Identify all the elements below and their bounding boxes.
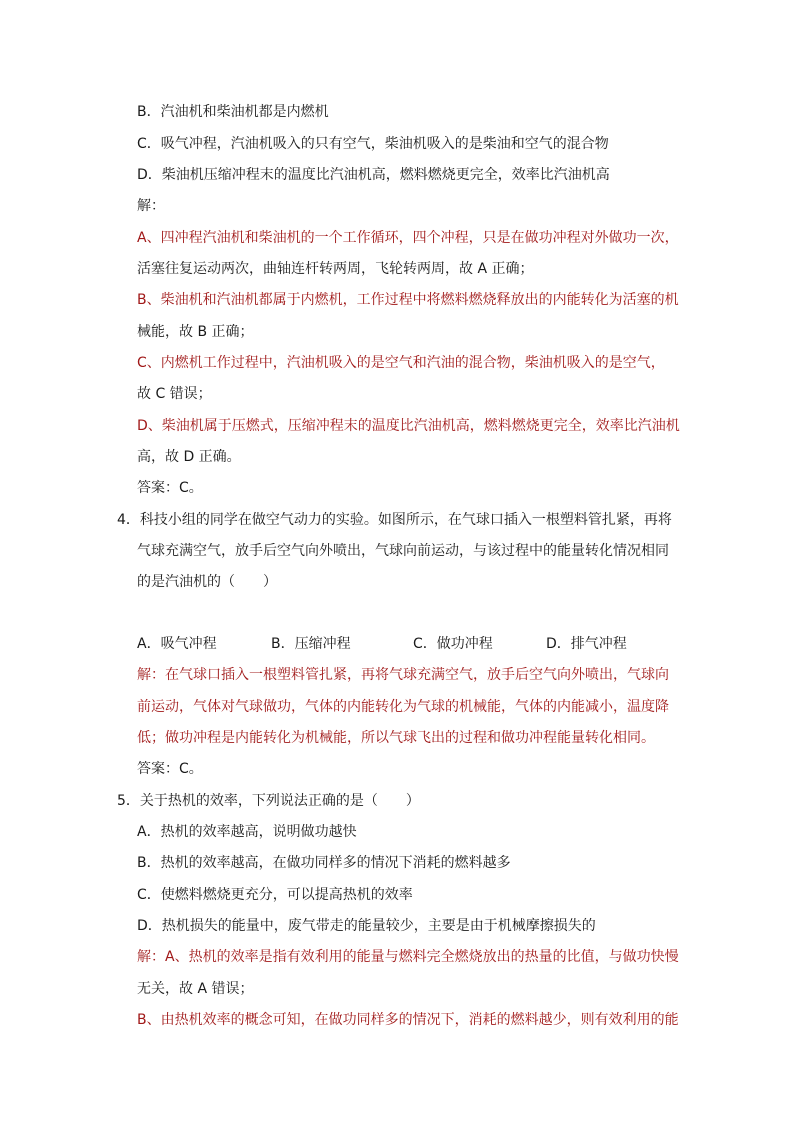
q5-option-d: D．热机损失的能量中，废气带走的能量较少，主要是由于机械摩擦损失的 [137,918,596,934]
q3-solution-line: 故 C 错误； [137,386,212,402]
q3-option-b: B．汽油机和柴油机都是内燃机 [137,104,329,120]
q4-option-c: C．做功冲程 [413,636,493,652]
q3-solution-line: 活塞往复运动两次，曲轴连杆转两周，飞轮转两周，故 A 正确； [137,261,534,277]
q3-solution-line: D、柴油机属于压燃式，压缩冲程末的温度比汽油机高，燃料燃烧更完全，效率比汽油机 [137,418,680,434]
q4-option-b: B．压缩冲程 [271,636,351,652]
q5-option-c: C．使燃料燃烧更充分，可以提高热机的效率 [137,887,413,903]
q5-stem: 5．关于热机的效率，下列说法正确的是（ ） [117,793,420,809]
q3-solution-line: C、内燃机工作过程中，汽油机吸入的是空气和汽油的混合物，柴油机吸入的是空气， [137,355,665,371]
q4-option-a: A．吸气冲程 [137,636,217,652]
q4-option-d: D．排气冲程 [546,636,627,652]
q4-stem-line: 4．科技小组的同学在做空气动力的实验。如图所示，在气球口插入一根塑料管扎紧，再将 [117,512,672,528]
q4-solution-line: 解：在气球口插入一根塑料管扎紧，再将气球充满空气，放手后空气向外喷出，气球向 [137,667,669,683]
q5-solution-line: 解：A、热机的效率是指有效利用的能量与燃料完全燃烧放出的热量的比值，与做功快慢 [137,949,679,965]
q3-option-d: D．柴油机压缩冲程末的温度比汽油机高，燃料燃烧更完全，效率比汽油机高 [137,167,610,183]
q3-solution-line: 高，故 D 正确。 [137,449,241,465]
q3-solution-label: 解： [137,198,165,214]
q5-solution-line: 无关，故 A 错误； [137,981,254,997]
q3-solution-line: A、四冲程汽油机和柴油机的一个工作循环，四个冲程，只是在做功冲程对外做功一次， [137,230,679,246]
q3-option-c: C．吸气冲程，汽油机吸入的只有空气，柴油机吸入的是柴油和空气的混合物 [137,136,609,152]
q3-solution-line: 械能，故 B 正确； [137,324,254,340]
q5-option-a: A．热机的效率越高，说明做功越快 [137,824,357,840]
q4-answer: 答案：C。 [137,761,203,777]
q4-stem-line: 气球充满空气，放手后空气向外喷出，气球向前运动，与该过程中的能量转化情况相同 [137,543,669,559]
q3-solution-line: B、柴油机和汽油机都属于内燃机，工作过程中将燃料燃烧释放出的内能转化为活塞的机 [137,292,679,308]
q4-stem-line: 的是汽油机的（ ） [137,574,277,590]
q3-answer: 答案：C。 [137,480,203,496]
q4-solution-line: 低；做功冲程是内能转化为机械能，所以气球飞出的过程和做功冲程能量转化相同。 [137,730,655,746]
q5-option-b: B．热机的效率越高，在做功同样多的情况下消耗的燃料越多 [137,855,511,871]
q5-solution-line: B、由热机效率的概念可知，在做功同样多的情况下，消耗的燃料越少，则有效利用的能 [137,1012,679,1028]
q4-solution-line: 前运动，气体对气球做功，气体的内能转化为气球的机械能，气体的内能减小，温度降 [137,699,669,715]
